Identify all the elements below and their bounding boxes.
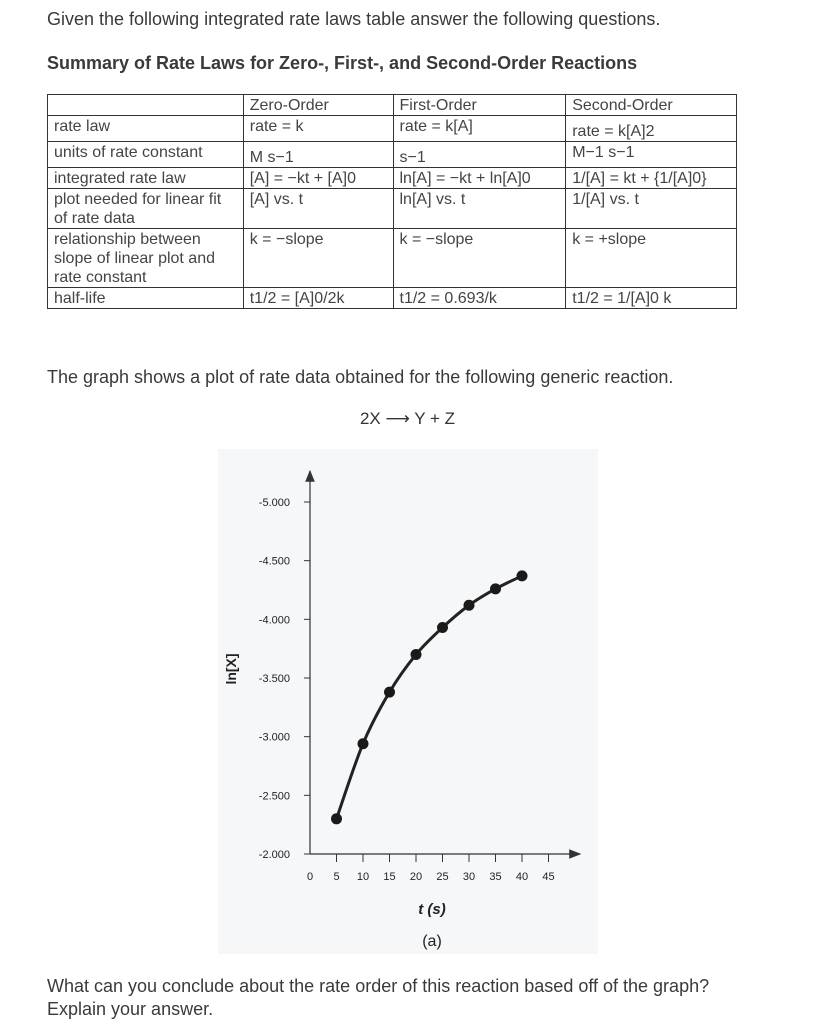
table-row (48, 142, 737, 168)
x-tick-label: 25 (436, 871, 449, 883)
table-row (48, 116, 737, 142)
ln-x-vs-time-chart (218, 449, 598, 954)
x-tick-label: 10 (356, 871, 370, 883)
row-label: half-life (48, 288, 244, 309)
x-tick-label: 35 (489, 871, 502, 883)
y-tick-label: -4.500 (258, 555, 290, 568)
y-tick-label: -3.000 (258, 731, 290, 744)
data-point (490, 583, 501, 594)
table-row (48, 168, 737, 189)
data-point (464, 600, 475, 611)
data-point (358, 738, 369, 749)
row-label: units of rate constant (48, 142, 244, 168)
data-point (384, 687, 395, 698)
y-tick-label: -5.000 (258, 497, 290, 509)
y-tick-label: -4.000 (258, 614, 290, 627)
x-tick-label: 5 (333, 871, 340, 883)
cell-first: s−1 (393, 142, 566, 168)
y-tick-label: -2.000 (258, 849, 290, 861)
chart-caption: (a) (422, 933, 442, 950)
y-tick-label: -3.500 (258, 673, 290, 685)
cell-first: rate = k[A] (393, 116, 566, 142)
cell-second: 1/[A] vs. t (566, 189, 737, 229)
table-header-row (48, 95, 737, 116)
cell-zero: rate = k (243, 116, 393, 142)
y-tick-label: -2.500 (258, 790, 290, 803)
cell-first: ln[A] = −kt + ln[A]0 (393, 168, 566, 189)
header-zero-order: Zero-Order (243, 95, 393, 116)
header-second-order: Second-Order (566, 95, 737, 116)
cell-second: rate = k[A]2 (566, 116, 737, 142)
x-tick-label: 20 (409, 871, 423, 883)
row-label: integrated rate law (48, 168, 244, 189)
cell-first: t1/2 = 0.693/k (393, 288, 566, 309)
rate-laws-table (47, 94, 737, 309)
x-tick-label: 30 (462, 871, 476, 883)
cell-zero: [A] vs. t (243, 189, 393, 229)
chart-panel (218, 449, 598, 954)
table-row (48, 189, 737, 229)
data-point (517, 570, 528, 581)
row-label: rate law (48, 116, 244, 142)
cell-second: k = +slope (566, 229, 737, 288)
table-row (48, 288, 737, 309)
cell-zero: M s−1 (243, 142, 393, 168)
header-first-order: First-Order (393, 95, 566, 116)
data-point (331, 813, 342, 824)
x-axis-label: t (s) (418, 901, 446, 918)
cell-zero: k = −slope (243, 229, 393, 288)
cell-second: M−1 s−1 (566, 142, 737, 168)
row-label: plot needed for linear fit of rate data (48, 189, 244, 229)
table-row (48, 229, 737, 288)
cell-zero: t1/2 = [A]0/2k (243, 288, 393, 309)
question-text: What can you conclude about the rate order of this reaction based off of the graph? Explain your answer. (47, 976, 710, 1019)
table-title: Summary of Rate Laws for Zero-, First-, and Second-Order Reactions (47, 53, 638, 73)
data-curve (337, 576, 523, 819)
cell-zero: [A] = −kt + [A]0 (243, 168, 393, 189)
cell-second: 1/[A] = kt + {1/[A]0} (566, 168, 737, 189)
cell-first: ln[A] vs. t (393, 189, 566, 229)
row-label: relationship between slope of linear plot and rate constant (48, 229, 244, 288)
graph-intro-text: The graph shows a plot of rate data obtained for the following generic reaction. (47, 367, 674, 387)
y-axis-label: ln[X] (223, 653, 239, 685)
x-tick-label: 15 (383, 871, 396, 883)
header-empty (48, 95, 244, 116)
x-tick-label: 45 (542, 871, 555, 883)
cell-first: k = −slope (393, 229, 566, 288)
intro-text: Given the following integrated rate laws table answer the following questions. (47, 9, 661, 29)
reaction-equation: 2X ⟶ Y + Z (359, 409, 456, 428)
cell-second: t1/2 = 1/[A]0 k (566, 288, 737, 309)
x-tick-label: 0 (306, 871, 314, 883)
data-point (411, 649, 422, 660)
data-point (437, 622, 448, 633)
x-tick-label: 40 (515, 871, 529, 883)
